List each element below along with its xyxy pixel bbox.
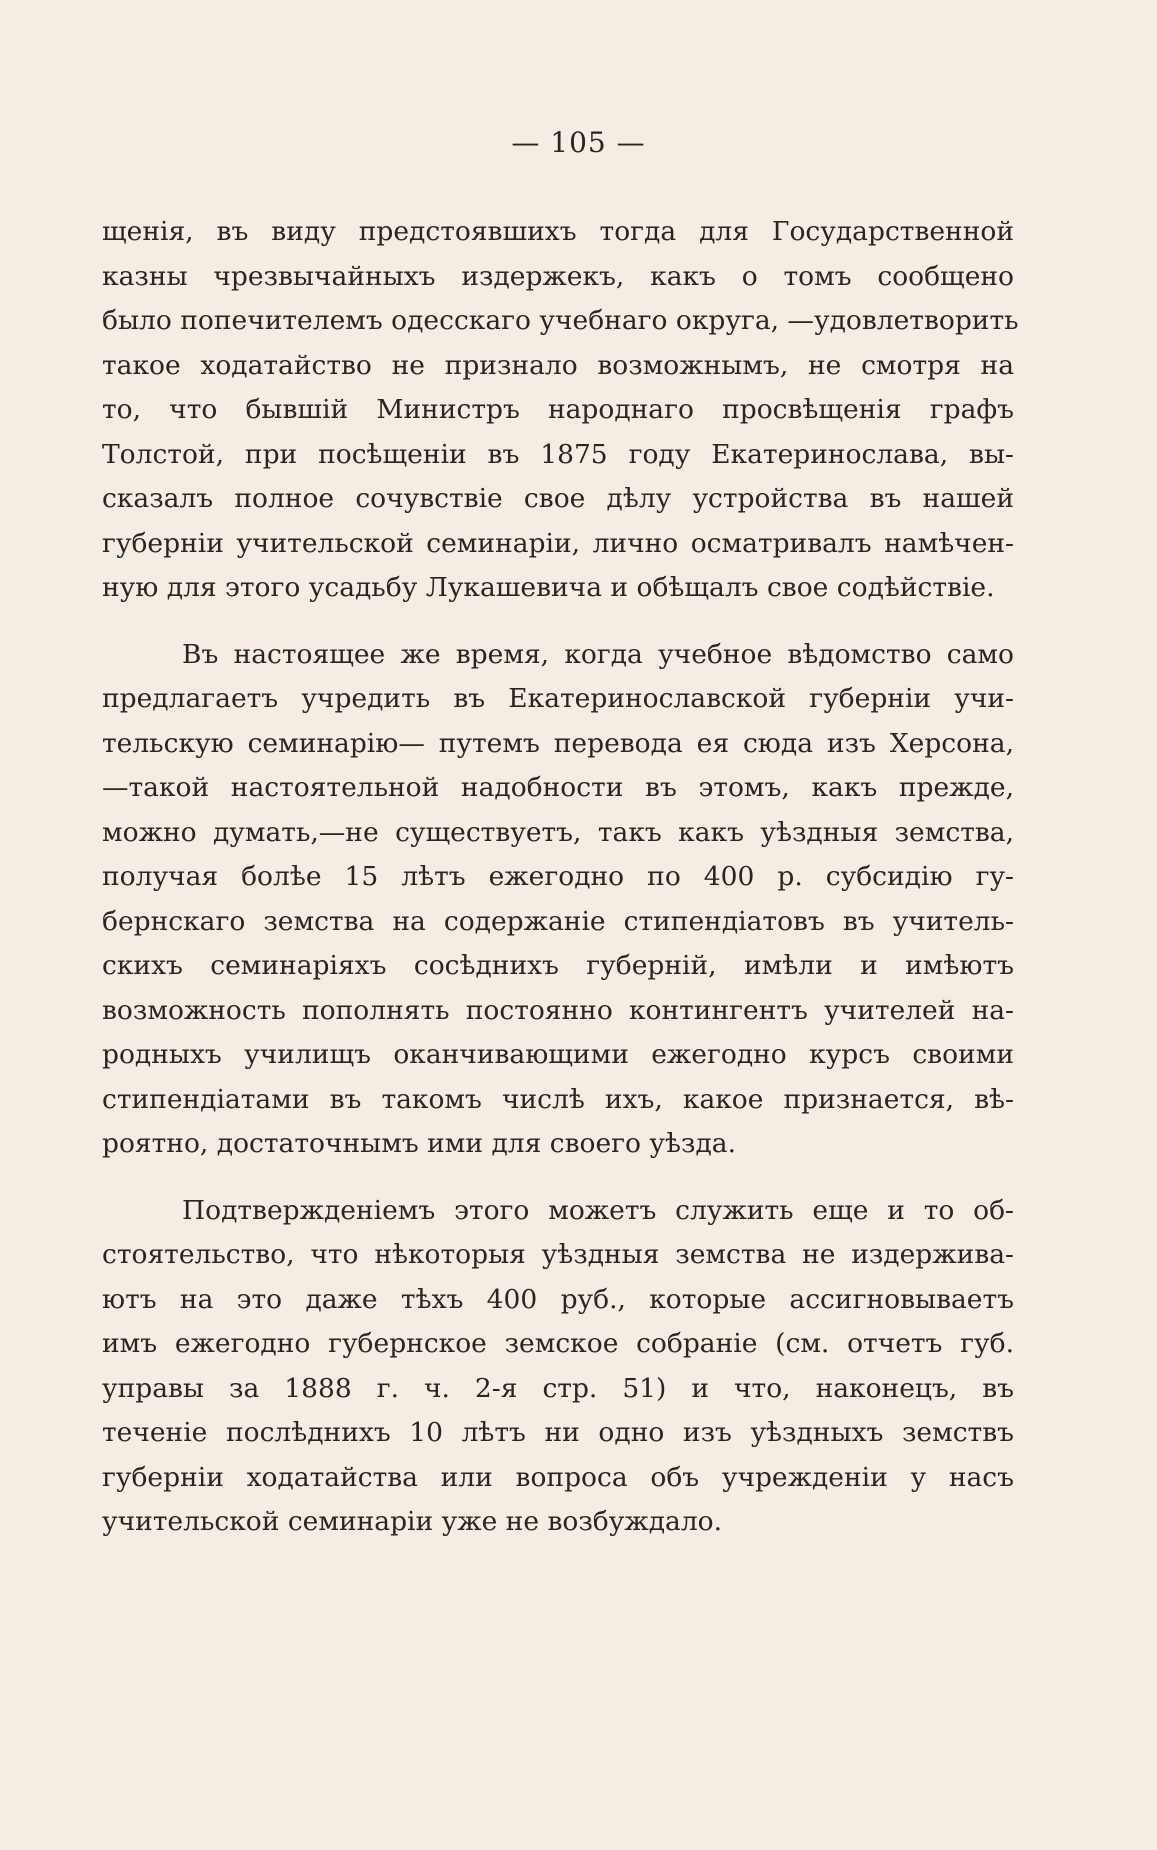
text-line: сказалъ полное сочувствіе свое дѣлу устройства въ нашей [102, 483, 1014, 514]
text-line: бернскаго земства на содержаніе стипендіатовъ въ учитель- [102, 905, 1014, 937]
text-line: ютъ на это даже тѣхъ 400 руб., которые ассигновываетъ [102, 1283, 1014, 1315]
text-line: предлагаетъ учредить въ Екатеринославской губерніи учи- [102, 683, 1014, 714]
text-line: такое ходатайство не признало возможнымъ, не смотря на [102, 349, 1014, 381]
text-line: Толстой, при посѣщеніи въ 1875 году Екатеринослава, вы- [102, 438, 1014, 470]
text-line: губерніи ходатайства или вопроса объ учрежденіи у насъ [102, 1461, 1014, 1493]
text-line: Въ настоящее же время, когда учебное вѣдомство само [182, 638, 1014, 670]
text-line: теченіе послѣднихъ 10 лѣтъ ни одно изъ уѣздныхъ земствъ [102, 1417, 1014, 1448]
text-line: стоятельство, что нѣкоторыя уѣздныя земства не издержива- [102, 1239, 1014, 1270]
text-line: имъ ежегодно губернское земское собраніе (см. отчетъ губ. [102, 1328, 1014, 1359]
paragraph [102, 210, 1019, 611]
text-line: учительской семинаріи уже не возбуждало. [102, 1506, 723, 1537]
text-line: ную для этого усадьбу Лукашевича и обѣщалъ свое содѣйствіе. [102, 572, 995, 603]
text-line: родныхъ училищъ оканчивающими ежегодно курсъ своими [102, 1039, 1014, 1070]
paragraph [102, 633, 1014, 1167]
page-body [102, 210, 1019, 1545]
text-line: можно думать,—не существуетъ, такъ какъ уѣздныя земства, [102, 816, 1014, 848]
text-line: тельскую семинарію— путемъ перевода ея сюда изъ Херсона, [102, 727, 1014, 759]
text-line: щенія, въ виду предстоявшихъ тогда для Государственной [102, 216, 1014, 247]
text-line: управы за 1888 г. ч. 2-я стр. 51) и что, наконецъ, въ [102, 1372, 1014, 1404]
text-line: скихъ семинаріяхъ сосѣднихъ губерній, имѣли и имѣютъ [102, 950, 1014, 981]
text-line: получая болѣе 15 лѣтъ ежегодно по 400 р. субсидію гу- [102, 861, 1014, 892]
text-line: —такой настоятельной надобности въ этомъ, какъ прежде, [102, 772, 1014, 803]
text-line: Подтвержденіемъ этого можетъ служить еще и то об- [182, 1194, 1014, 1226]
paragraph [102, 1189, 1014, 1545]
page-number: — 105 — [511, 126, 646, 159]
text-line: роятно, достаточнымъ ими для своего уѣзда. [102, 1128, 736, 1159]
text-line: губерніи учительской семинаріи, лично осматривалъ намѣчен- [102, 527, 1014, 559]
text-line: стипендіатами въ такомъ числѣ ихъ, какое признается, вѣ- [102, 1083, 1014, 1115]
text-line: казны чрезвычайныхъ издержекъ, какъ о томъ сообщено [102, 260, 1014, 292]
text-line: то, что бывшій Министръ народнаго просвѣщенія графъ [102, 394, 1014, 425]
text-line: возможность пополнять постоянно контингентъ учителей на- [102, 994, 1014, 1026]
text-line: было попечителемъ одесскаго учебнаго округа, —удовлетворить [102, 305, 1019, 336]
